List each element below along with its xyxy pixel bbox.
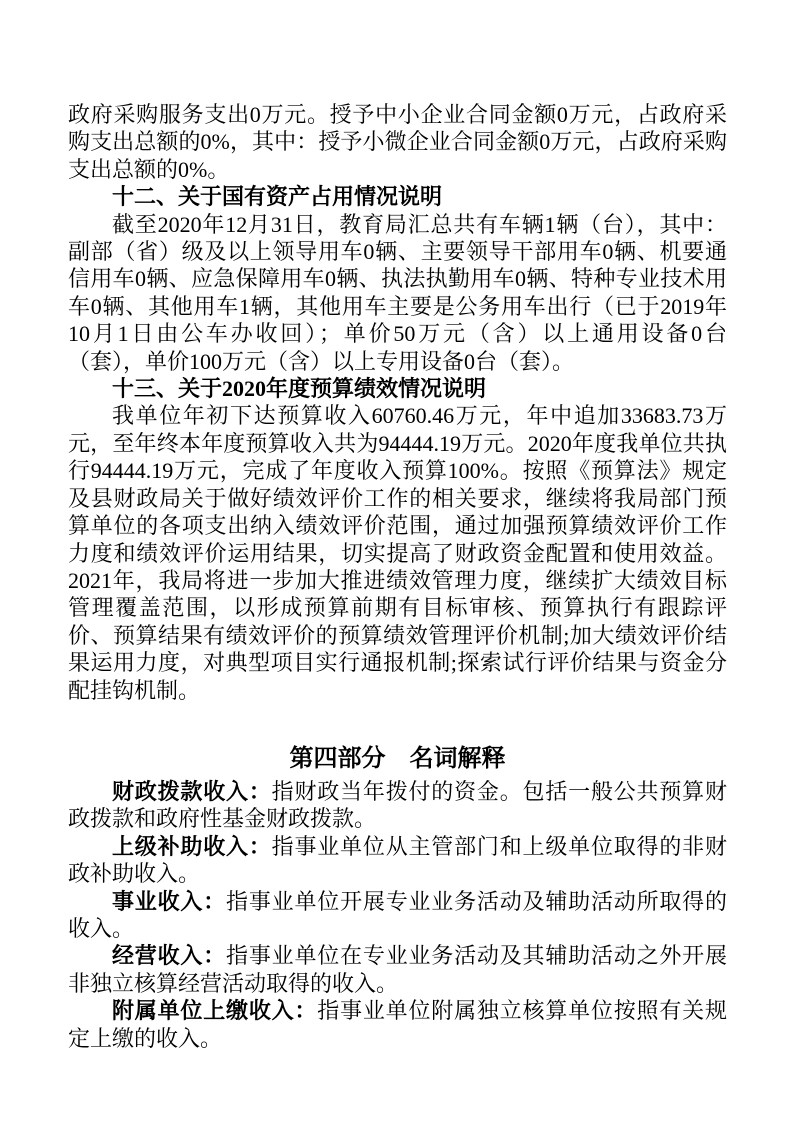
definition-text: 指财政当年拨付的资金。包括一般公共预算财政拨款和政府性基金财政拨款。 — [68, 778, 727, 832]
definition-term: 财政拨款收入： — [112, 778, 272, 804]
definition-term: 上级补助收入： — [112, 833, 272, 859]
definition-text: 指事业单位从主管部门和上级单位取得的非财政补助收入。 — [68, 833, 727, 887]
definition-term: 经营收入： — [112, 943, 227, 969]
definition-text: 指事业单位开展专业业务活动及辅助活动所取得的收入。 — [68, 888, 727, 941]
definition-term: 附属单位上缴收入： — [112, 998, 318, 1024]
definition-text: 指事业单位在专业业务活动及其辅助活动之外开展非独立核算经营活动取得的收入。 — [68, 943, 727, 996]
section-heading-budget-performance: 十三、关于2020年度预算绩效情况说明 — [112, 376, 487, 402]
section-paragraph-state-assets: 截至2020年12月31日，教育局汇总共有车辆1辆（台），其中：副部（省）级及以上领导用车0辆、主要领导干部用车0辆、机要通信用车0辆、应急保障用车0辆、执法执勤用车0辆、特种专业技术用车0辆、其他用车1辆，其他用车主要是公务用车出行（已于2019年10月1日由公车办收回）；单价50万元（含）以上通用设备0台（套），单价100万元（含）以上专用设备0台（套）。 — [68, 211, 727, 374]
definition-term: 事业收入： — [112, 888, 227, 914]
definition-item — [68, 888, 727, 943]
part-title: 第四部分 名词解释 — [289, 745, 506, 772]
continuation-paragraph: 政府采购服务支出0万元。授予中小企业合同金额0万元，占政府采购支出总额的0%，其中：授予小微企业合同金额0万元，占政府采购支出总额的0%。 — [68, 102, 727, 182]
definition-item — [68, 833, 727, 888]
definition-text: 指事业单位附属独立核算单位按照有关规定上缴的收入。 — [68, 998, 727, 1051]
definition-item — [68, 942, 727, 997]
definition-item — [68, 778, 727, 833]
definition-item — [68, 997, 727, 1052]
page-content — [68, 101, 727, 1052]
section-paragraph-budget-performance: 我单位年初下达预算收入60760.46万元，年中追加33683.73万元，至年终本年度预算收入共为94444.19万元。2020年度我单位共执行94444.19万元，完成了年度收入预算100%。按照《预算法》规定及县财政局关于做好绩效评价工作的相关要求，继续将我局部门预算单位的各项支出纳入绩效评价范围，通过加强预算绩效评价工作力度和绩效评价运用结果，切实提高了财政资金配置和使用效益。2021年，我局将进一步加大推进绩效管理力度，继续扩大绩效目标管理覆盖范围，以形成预算前期有目标审核、预算执行有跟踪评价、预算结果有绩效评价的预算绩效管理评价机制;加大绩效评价结果运用力度，对典型项目实行通报机制;探索试行评价结果与资金分配挂钩机制。 — [68, 403, 727, 703]
section-heading-state-assets: 十二、关于国有资产占用情况说明 — [112, 184, 443, 210]
